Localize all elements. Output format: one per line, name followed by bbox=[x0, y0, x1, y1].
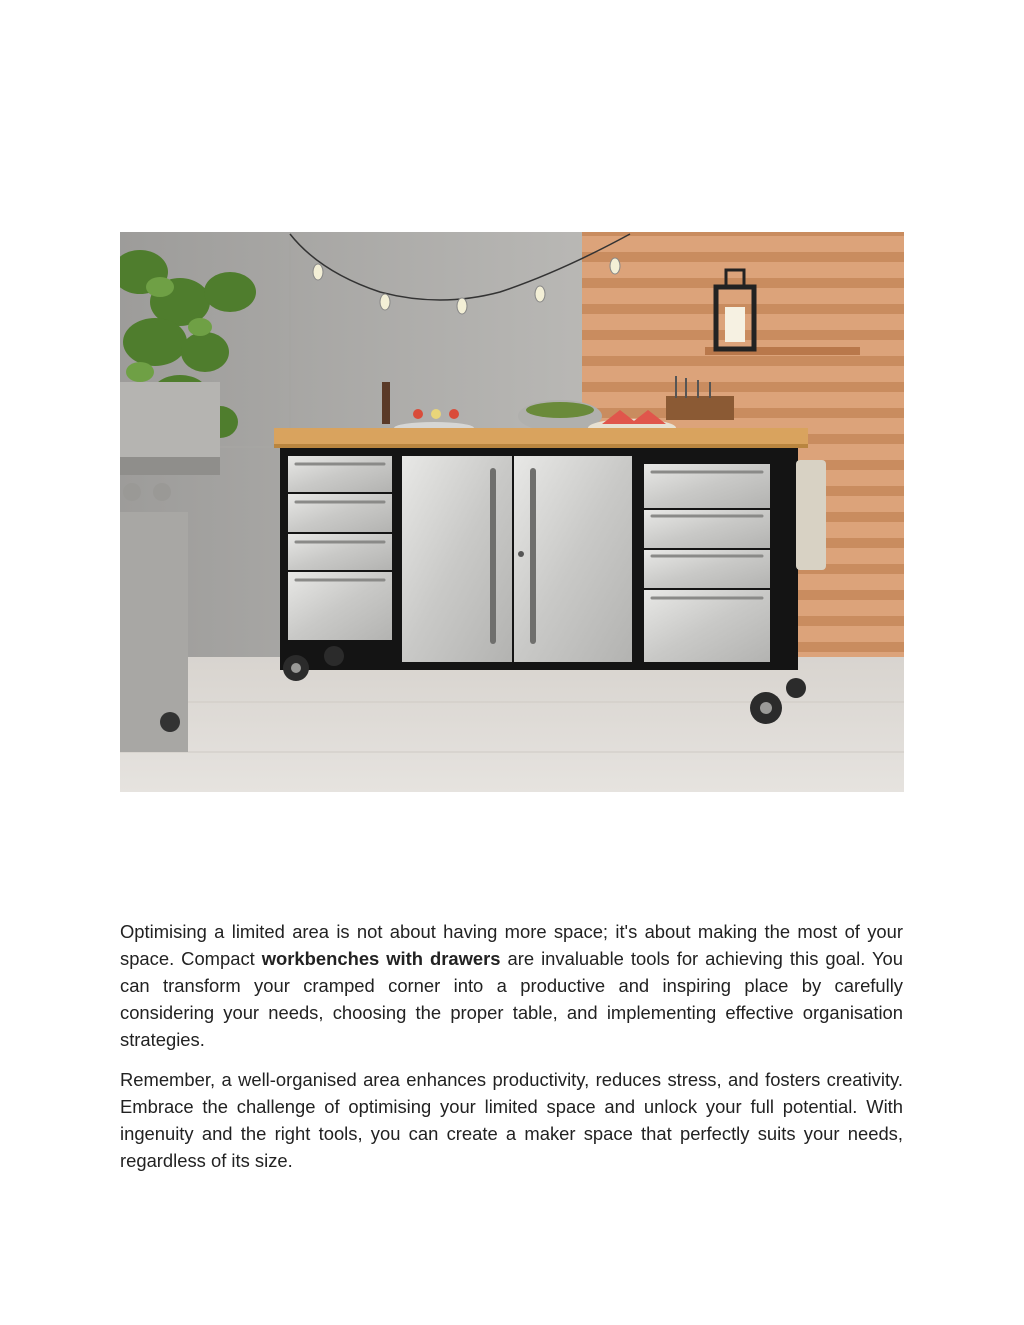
paragraph-2: Remember, a well-organised area enhances productivity, reduces stress, and fosters creativity. Embrace the challenge of optimising your limited space and unlock your full potential. With ingenuity and the right tools, you can create a maker space that perfectly suits your needs, regardless of its size. bbox=[120, 1069, 903, 1171]
article-body bbox=[120, 918, 903, 1187]
workbench-photo bbox=[120, 232, 904, 792]
paragraph-1 bbox=[120, 918, 903, 1053]
paragraph-1-intro: Optimising a limited area is not about having more space; it's about making the most of your space. Compact bbox=[120, 921, 903, 969]
paragraph-1-rest: are invaluable tools for achieving this goal. You can transform your cramped corner into a productive and inspiring place by carefully considering your needs, choosing the proper table, and implementing effective organisation strategies. bbox=[120, 948, 903, 1050]
workbenches-link-text: workbenches with drawers bbox=[261, 948, 501, 969]
